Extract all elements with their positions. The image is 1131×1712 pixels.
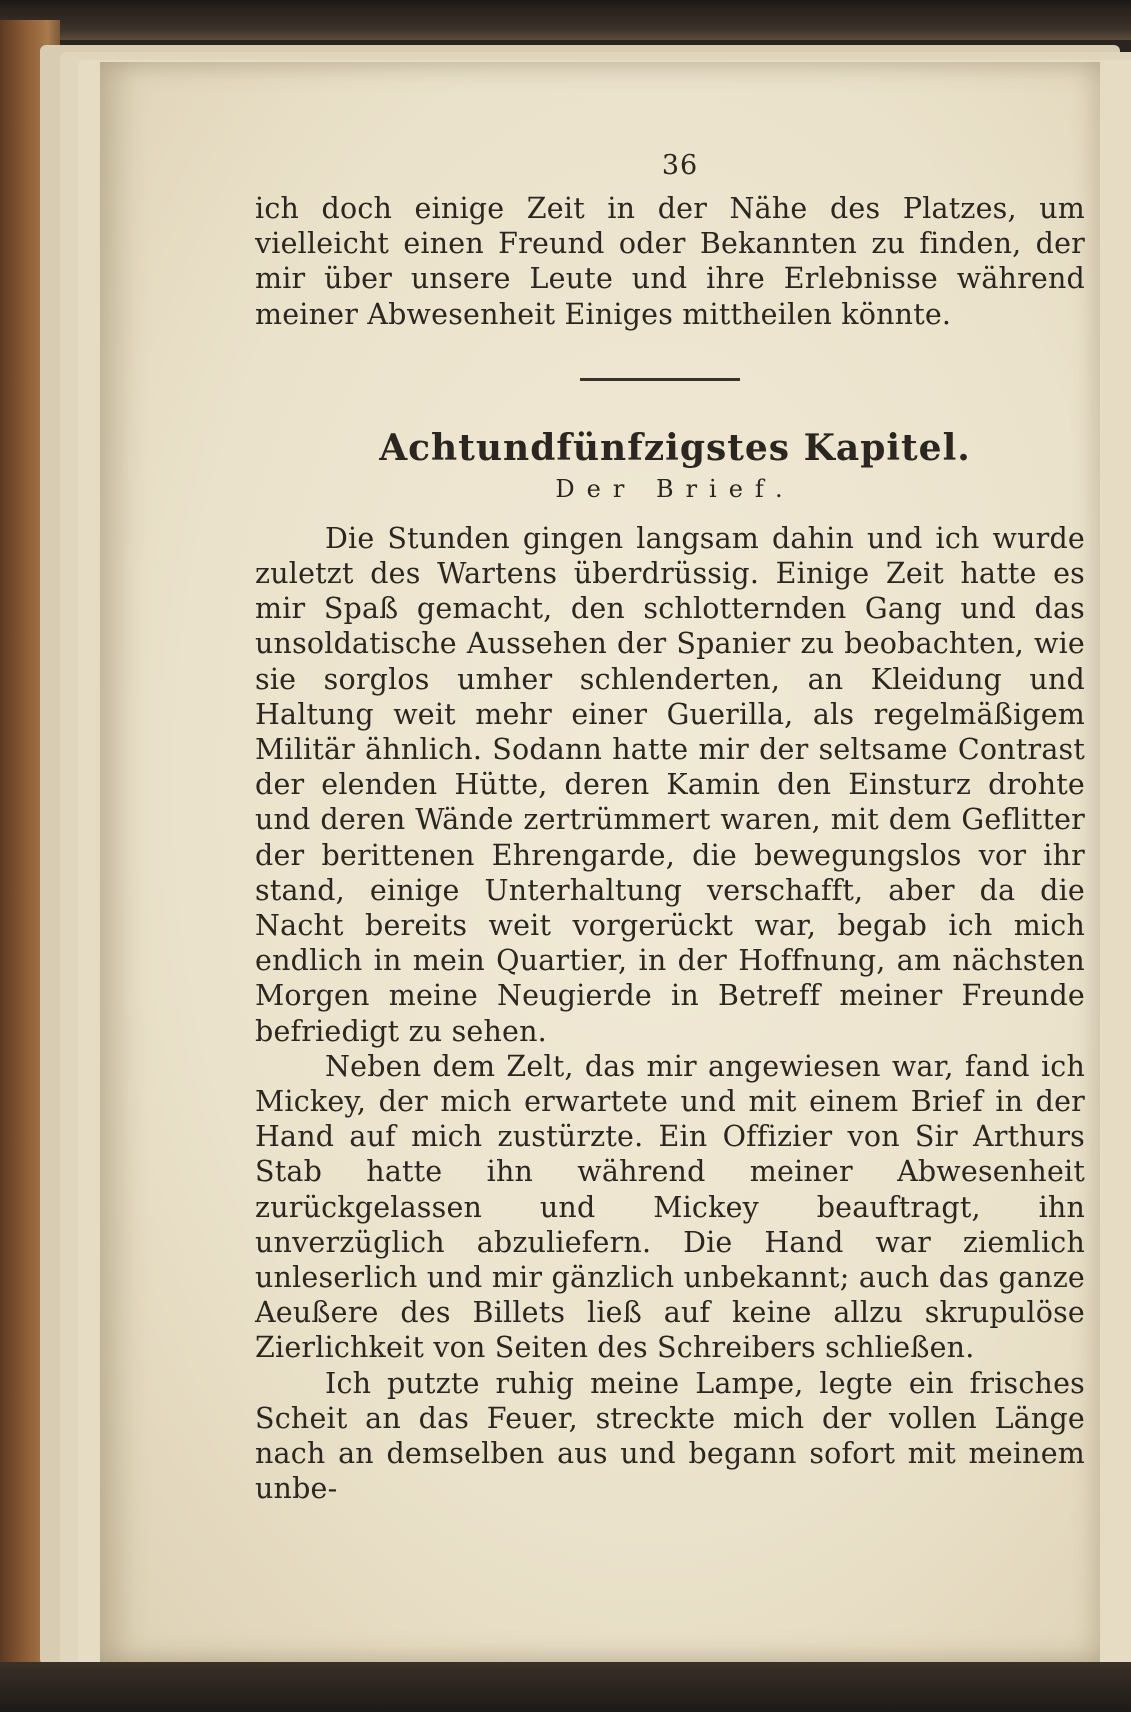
page-text-area: [255, 150, 1085, 1507]
book-top-edge: [0, 0, 1131, 40]
book-bottom-edge: [0, 1662, 1131, 1712]
section-divider: [580, 378, 740, 381]
chapter-subtitle: Der Brief.: [555, 474, 795, 503]
chapter-title: Achtundfünfzigstes Kapitel.: [379, 426, 971, 469]
body-paragraph-1: Die Stunden gingen langsam dahin und ich wurde zuletzt des Wartens überdrüssig. Einige Zeit hatte es mir Spaß gemacht, den schlotternden Gang und das unsoldatische Aussehen der Spanier zu beobachten, wie sie sorglos umher schlenderten, an Kleidung und Haltung weit mehr einer Guerilla, als regelmäßigem Militär ähnlich. Sodann hatte mir der seltsame Contrast der elenden Hütte, deren Kamin den Einsturz drohte und deren Wände zertrümmert waren, mit dem Geflitter der berittenen Ehrengarde, die bewegungslos vor ihr stand, einige Unterhaltung verschafft, aber da die Nacht bereits weit vorgerückt war, begab ich mich endlich in mein Quartier, in der Hoffnung, am nächsten Morgen meine Neugierde in Betreff meiner Freunde befriedigt zu sehen.: [255, 521, 1085, 1048]
page-number: 36: [661, 150, 699, 181]
opening-paragraph: ich doch einige Zeit in der Nähe des Platzes, um vielleicht einen Freund oder Bekannten zu finden, der mir über unsere Leute und ihre Erlebnisse während meiner Abwesenheit Einiges mittheilen könnte.: [255, 192, 1085, 331]
body-paragraph-3: Ich putzte ruhig meine Lampe, legte ein frisches Scheit an das Feuer, streckte mich der vollen Länge nach an demselben aus und begann sofort mit meinem unbe-: [255, 1366, 1085, 1506]
body-paragraph-2: Neben dem Zelt, das mir angewiesen war, fand ich Mickey, der mich erwartete und mit einem Brief in der Hand auf mich zustürzte. Ein Offizier von Sir Arthurs Stab hatte ihn während meiner Abwesenheit zurückgelassen und Mickey beauftragt, ihn unverzüglich abzuliefern. Die Hand war ziemlich unleserlich und mir gänzlich unbekannt; auch das ganze Aeußere des Billets ließ auf keine allzu skrupulöse Zierlichkeit von Seiten des Schreibers schließen.: [255, 1049, 1085, 1365]
